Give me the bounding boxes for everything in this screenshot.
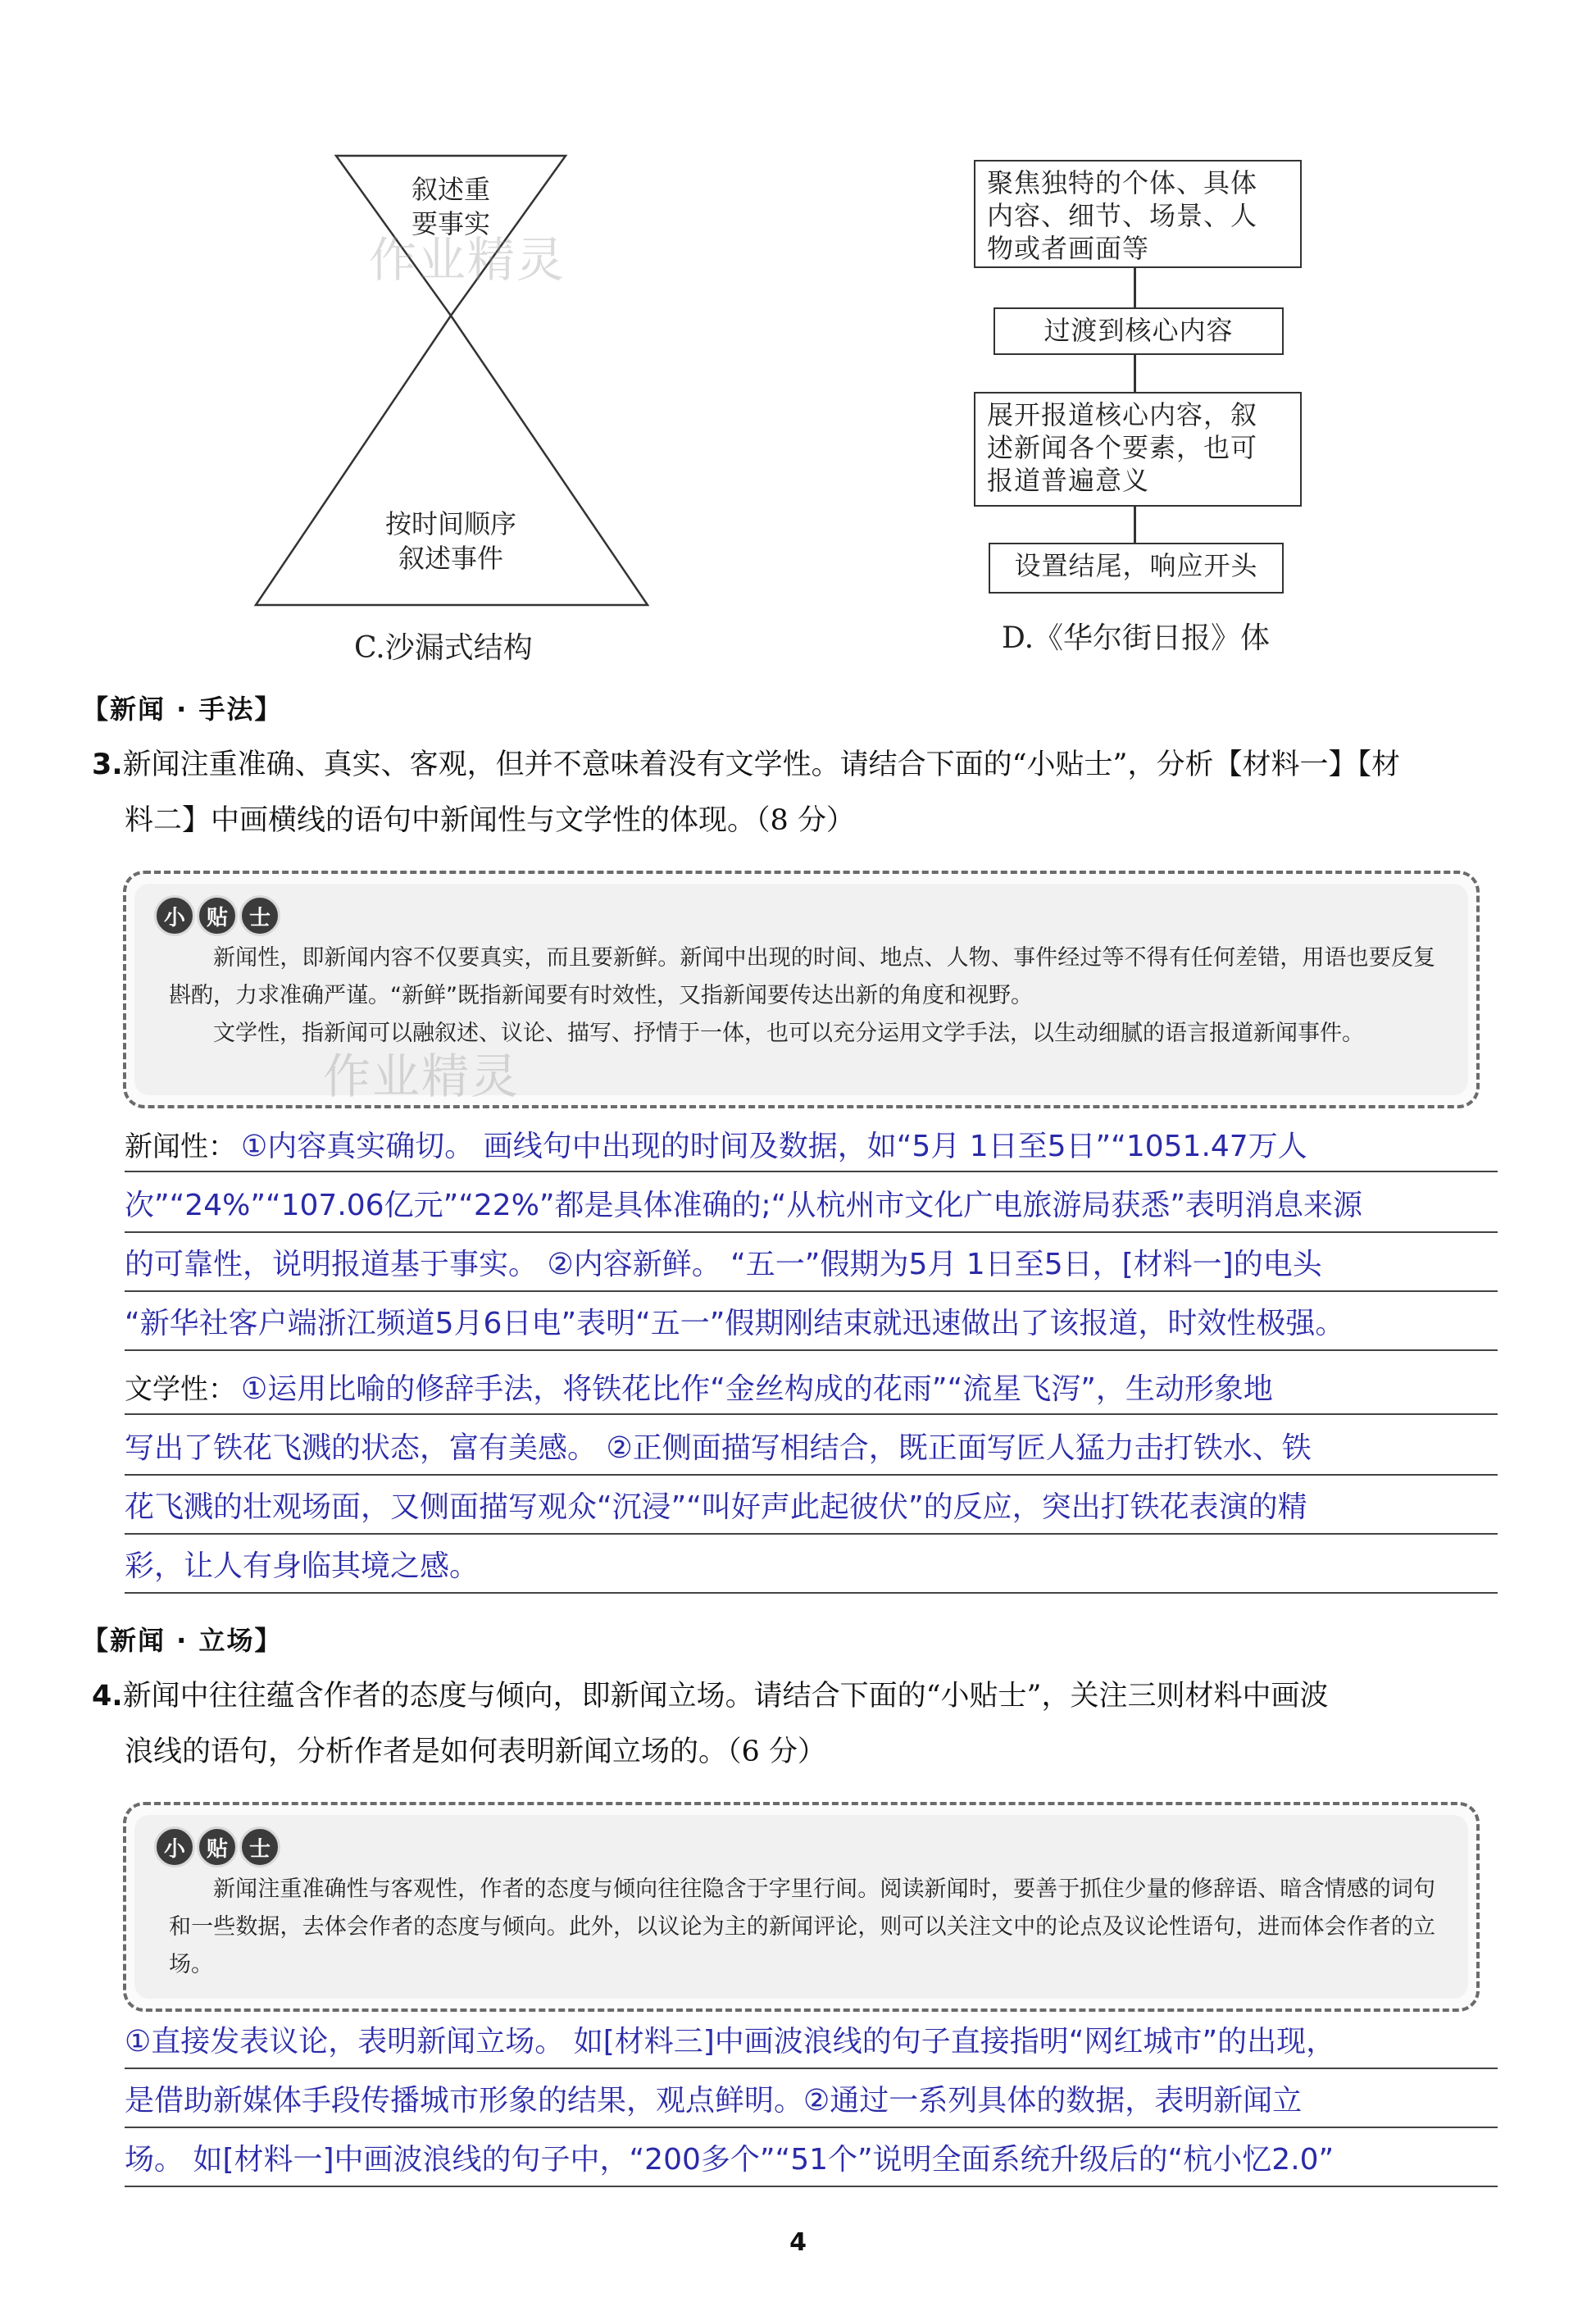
hourglass-top-label: 叙述重 要事实 — [411, 174, 490, 239]
tip-text: 新闻性，即新闻内容不仅要真实，而且要新鲜。新闻中出现的时间、地点、人物、事件经过等不得有任何差错，用语也要反复斟酌，力求准确严谨。“新鲜”既指新闻要有时效性，又指新闻要传达出新的角度和视野。 文学性，指新闻可以融叙述、议论、描写、抒情于一体，也可以充分运用文学手法，以生动细腻的语言报道新闻事件。 — [169, 945, 1435, 1046]
tip-text: 新闻注重准确性与客观性，作者的态度与倾向往往隐含于字里行间。阅读新闻时，要善于抓住少量的修辞语、暗含情感的词句和一些数据，去体会作者的态度与倾向。此外，以议论为主的新闻评论，则可以关注文中的论点及议论性语句，进而体会作者的立场。 — [169, 1877, 1435, 1977]
answer-lit-label: 文学性： — [125, 1373, 236, 1406]
watermark: 作业精灵 — [323, 1049, 521, 1104]
question-4-line-2: 浪线的语句，分析作者是如何表明新闻立场的。（6 分） — [125, 1736, 826, 1768]
question-4-number: 4. — [92, 1680, 123, 1713]
question-3-line-1: 3.新闻注重准确、真实、客观，但并不意味着没有文学性。请结合下面的“小贴士”，分析【材料一】【材 — [92, 748, 1400, 781]
tip-badge: 小 贴 士 — [154, 895, 282, 936]
tip-box-4 — [123, 1802, 1480, 2012]
flow-step-4: 设置结尾，响应开头 — [989, 543, 1284, 594]
hourglass-bottom-label: 按时间顺序 叙述事件 — [384, 508, 516, 574]
question-3-line-2: 料二】中画横线的语句中新闻性与文学性的体现。（8 分） — [125, 804, 855, 837]
flow-connector — [1134, 355, 1136, 392]
answer-line: 场。 如[材料一]中画波浪线的句子中，“200多个”“51个”说明全面系统升级后的“杭小忆2.0” — [125, 2136, 1498, 2187]
answer-line: 是借助新媒体手段传播城市形象的结果，观点鲜明。②通过一系列具体的数据，表明新闻立 — [125, 2077, 1498, 2128]
tip-badge: 小 贴 士 — [154, 1827, 282, 1867]
answer-line: 彩，让人有身临其境之感。 — [125, 1543, 1498, 1594]
answer-line: ①直接发表议论，表明新闻立场。 如[材料三]中画波浪线的句子直接指明“网红城市”的出现， — [125, 2018, 1498, 2069]
diagram-c-caption: C.沙漏式结构 — [354, 631, 533, 665]
question-4-line-1: 4.新闻中往往蕴含作者的态度与倾向，即新闻立场。请结合下面的“小贴士”，关注三则材料中画波 — [92, 1680, 1329, 1713]
question-3-number: 3. — [92, 748, 123, 781]
answer-line: 次”“24%”“107.06亿元”“22%”都是具体准确的;“从杭州市文化广电旅游局获悉”表明消息来源 — [125, 1182, 1498, 1233]
answer-line: 的可靠性，说明报道基于事实。 ②内容新鲜。 “五一”假期为5月 1日至5日，[材料一]的电头 — [125, 1241, 1498, 1292]
answer-line: 写出了铁花飞溅的状态，富有美感。 ②正侧面描写相结合，既正面写匠人猛力击打铁水、铁 — [125, 1425, 1498, 1476]
answer-line: 文学性： ①运用比喻的修辞手法，将铁花比作“金丝构成的花雨”“流星飞泻”，生动形象地 — [125, 1366, 1498, 1415]
answer-news-label: 新闻性： — [125, 1130, 236, 1163]
flow-connector — [1134, 507, 1136, 543]
section-3-title: 【新闻 · 手法】 — [82, 694, 283, 725]
section-4-title: 【新闻 · 立场】 — [82, 1625, 283, 1656]
flow-step-3: 展开报道核心内容，叙 述新闻各个要素，也可 报道普遍意义 — [974, 392, 1302, 507]
answer-line: 新闻性： ①内容真实确切。 画线句中出现的时间及数据，如“5月 1日至5日”“1051.47万人 — [125, 1123, 1498, 1172]
tip-box-3 — [123, 871, 1480, 1108]
page-number: 4 — [789, 2228, 807, 2257]
flow-connector — [1134, 268, 1136, 307]
diagram-d-caption: D.《华尔街日报》体 — [1002, 621, 1271, 655]
watermark: 作业精灵 — [369, 232, 566, 288]
answer-line: “新华社客户端浙江频道5月6日电”表明“五一”假期刚结束就迅速做出了该报道，时效性极强。 — [125, 1300, 1498, 1351]
flow-step-1: 聚焦独特的个体、具体 内容、细节、场景、人 物或者画面等 — [974, 160, 1302, 268]
answer-line: 花飞溅的壮观场面，又侧面描写观众“沉浸”“叫好声此起彼伏”的反应，突出打铁花表演的精 — [125, 1484, 1498, 1535]
flow-step-2: 过渡到核心内容 — [994, 307, 1284, 355]
